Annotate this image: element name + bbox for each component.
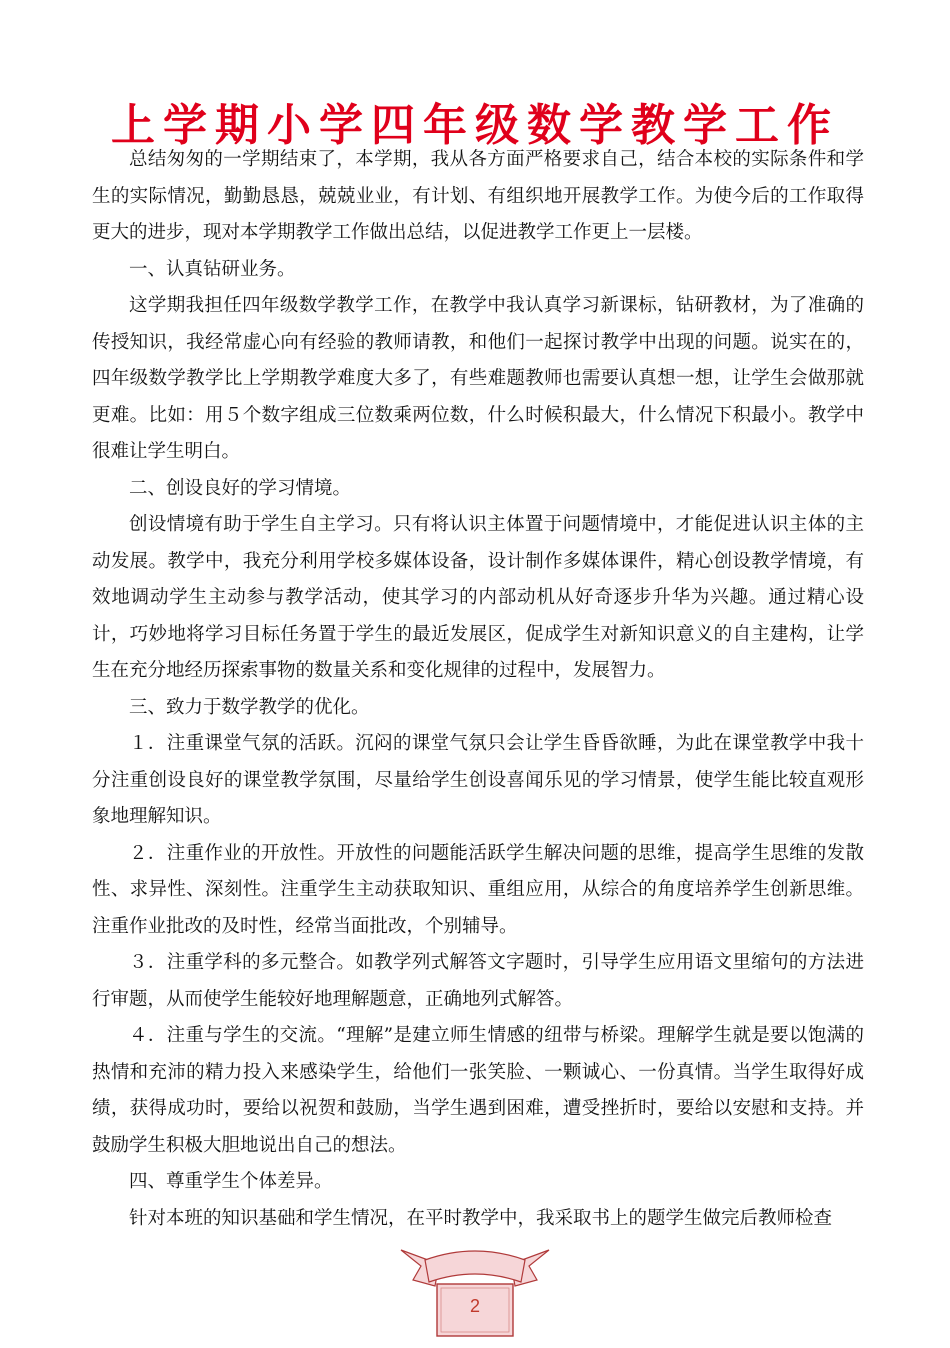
- section-heading-4: 四、尊重学生个体差异。: [129, 1171, 333, 1192]
- ribbon-icon: [395, 1240, 555, 1344]
- paragraph-1: 这学期我担任四年级数学教学工作，在教学中我认真学习新课标，钻研教材，为了准确的传授知识，我经常虚心向有经验的教师请教，和他们一起探讨教学中出现的问题。说实在的，四年级数学教学比上学期教学难度大多了，有些难题教师也需要认真想一想，让学生会做那就更难。比如：用５个数字组成三位数乘两位数，什么时候积最大，什么情况下积最小。教学中很难让学生明白。: [92, 295, 864, 462]
- paragraph-3-item-1: １．注重课堂气氛的活跃。沉闷的课堂气氛只会让学生昏昏欲睡，为此在课堂教学中我十分注重创设良好的课堂教学氛围，尽量给学生创设喜闻乐见的学习情景，使学生能比较直观形象地理解知识。: [92, 733, 864, 827]
- page-number: 2: [469, 1296, 480, 1316]
- page-number-badge: [395, 1240, 555, 1344]
- section-heading-2: 二、创设良好的学习情境。: [129, 477, 352, 499]
- document-title: 上学期小学四年级数学教学工作: [111, 100, 839, 151]
- paragraph-intro: 总结匆匆的一学期结束了，本学期，我从各方面严格要求自己，结合本校的实际条件和学生的实际情况，勤勤恳恳，兢兢业业，有计划、有组织地开展教学工作。为使今后的工作取得更大的进步，现对本学期教学工作做出总结，以促进教学工作更上一层楼。: [92, 149, 864, 243]
- paragraph-3-item-2: ２．注重作业的开放性。开放性的问题能活跃学生解决问题的思维，提高学生思维的发散性、求异性、深刻性。注重学生主动获取知识、重组应用，从综合的角度培养学生创新思维。注重作业批改的及时性，经常当面批改，个别辅导。: [92, 842, 864, 937]
- section-heading-3: 三、致力于数学教学的优化。: [129, 696, 370, 718]
- section-heading-1: 一、认真钻研业务。: [129, 258, 296, 280]
- document-body: [92, 142, 864, 1237]
- paragraph-3-item-4: ４．注重与学生的交流。“理解”是建立师生情感的纽带与桥梁。理解学生就是要以饱满的热情和充沛的精力投入来感染学生，给他们一张笑脸、一颗诚心、一份真情。当学生取得好成绩，获得成功时，要给以祝贺和鼓励，当学生遇到困难，遭受挫折时，要给以安慰和支持。并鼓励学生积极大胆地说出自己的想法。: [92, 1025, 864, 1156]
- paragraph-4: 针对本班的知识基础和学生情况，在平时教学中，我采取书上的题学生做完后教师检查: [129, 1207, 833, 1229]
- paragraph-3-item-3: ３．注重学科的多元整合。如教学列式解答文字题时，引导学生应用语文里缩句的方法进行审题，从而使学生能较好地理解题意，正确地列式解答。: [92, 952, 864, 1010]
- paragraph-2: 创设情境有助于学生自主学习。只有将认识主体置于问题情境中，才能促进认识主体的主动发展。教学中，我充分利用学校多媒体设备，设计制作多媒体课件，精心创设教学情境，有效地调动学生主动参与教学活动，使其学习的内部动机从好奇逐步升华为兴趣。通过精心设计，巧妙地将学习目标任务置于学生的最近发展区，促成学生对新知识意义的自主建构，让学生在充分地经历探索事物的数量关系和变化规律的过程中，发展智力。: [92, 514, 864, 681]
